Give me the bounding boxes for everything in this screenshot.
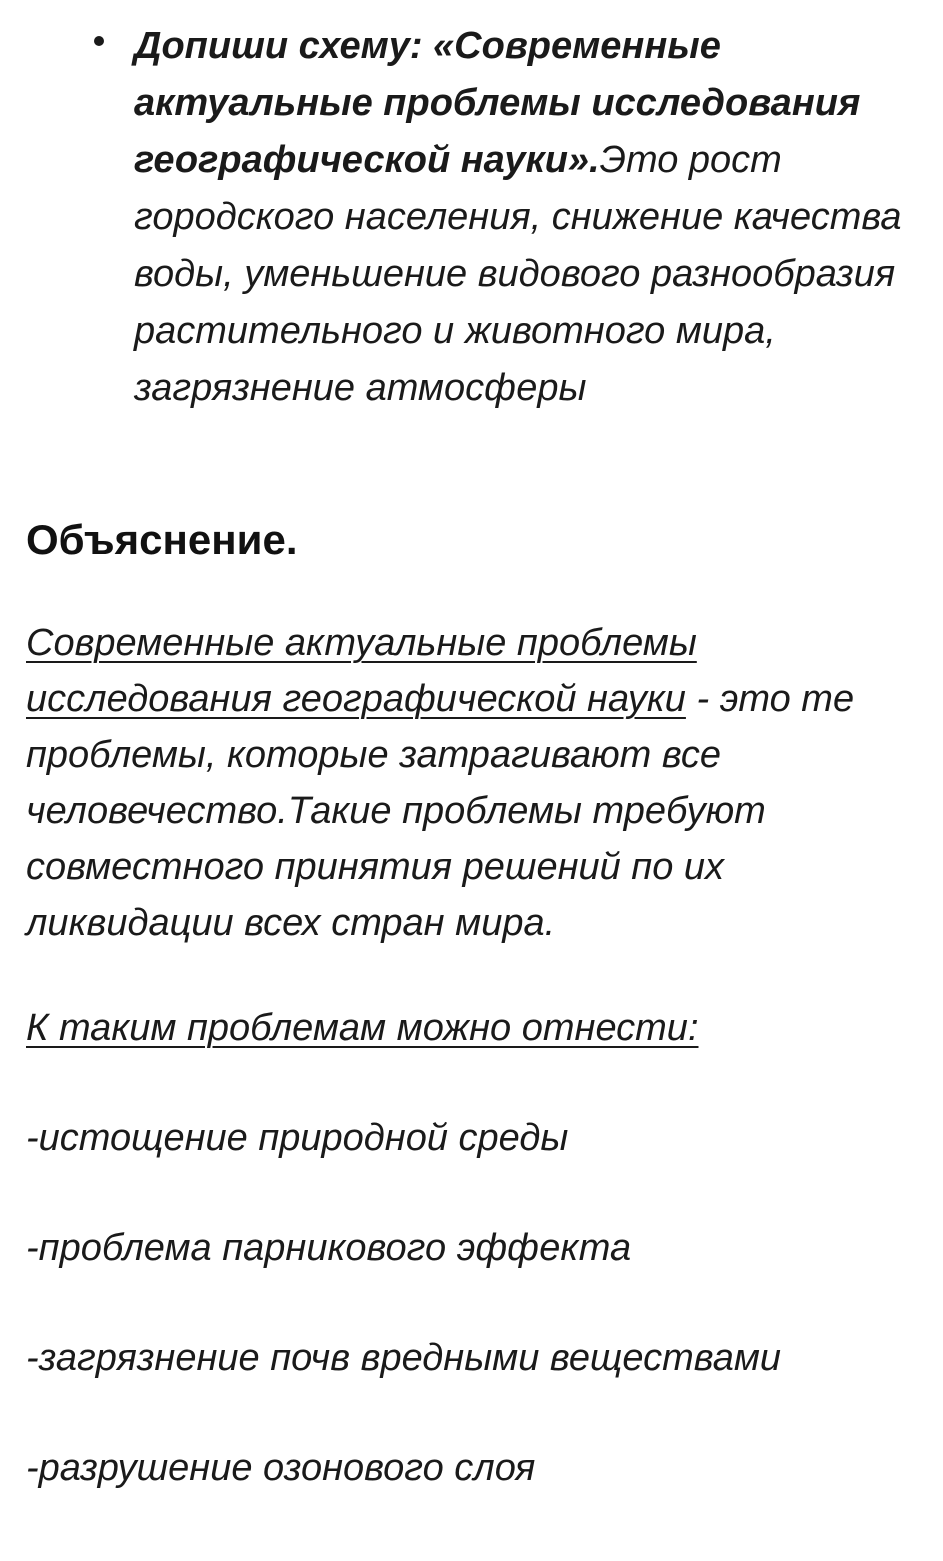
bullet-marker <box>94 36 104 46</box>
problem-item: -загрязнение почв вредными веществами <box>26 1337 782 1379</box>
explanation-heading: Объяснение. <box>26 516 298 563</box>
problems-intro: К таким проблемам можно отнести: <box>26 1007 699 1049</box>
task-prompt: Допиши схему: «Современные актуальные проблемы исследования географической науки». <box>134 25 861 181</box>
explanation-term: Современные актуальные проблемы исследования географической науки <box>26 622 697 720</box>
task-item <box>134 18 924 417</box>
problem-item: -разрушение озонового слоя <box>26 1447 536 1489</box>
explanation-definition: - это те проблемы, которые затрагивают все человечество.Такие проблемы требуют совместного принятия решений по их ликвидации всех стран мира. <box>26 678 855 944</box>
explanation-paragraph <box>26 615 916 951</box>
problem-item: -истощение природной среды <box>26 1117 569 1159</box>
problem-item: -проблема парникового эффекта <box>26 1227 632 1269</box>
task-answer: Это рост городского населения, снижение качества воды, уменьшение видового разнообразия растительного и животного мира, загрязнение атмосферы <box>134 139 902 409</box>
